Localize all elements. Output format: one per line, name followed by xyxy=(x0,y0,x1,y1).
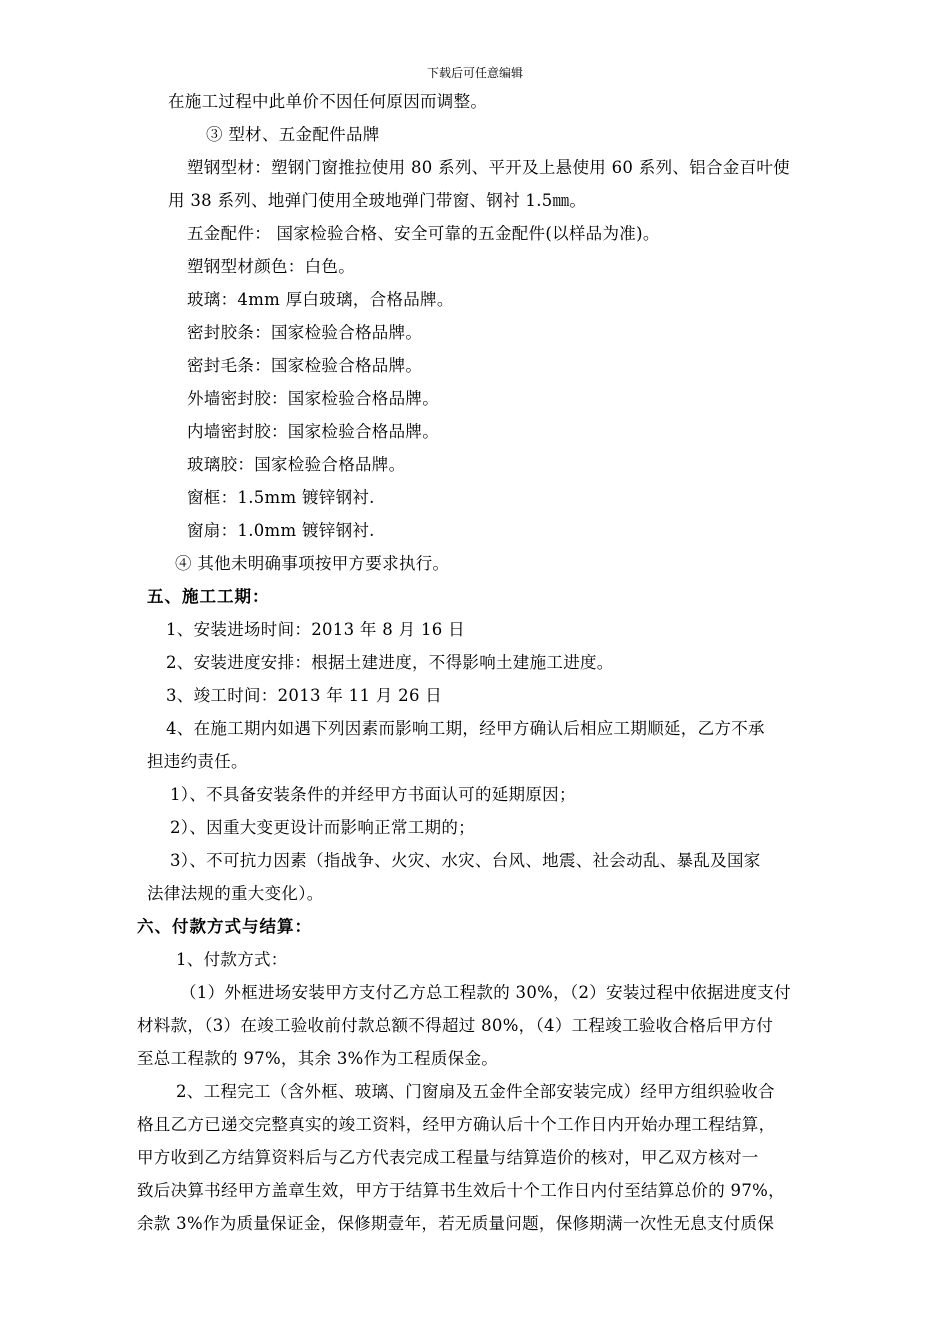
text-line: 甲方收到乙方结算资料后与乙方代表完成工程量与结算造价的核对，甲乙双方核对一 xyxy=(137,1148,759,1167)
text-line: 密封胶条：国家检验合格品牌。 xyxy=(187,323,423,342)
text-line: 至总工程款的 97%，其余 3%作为工程质保金。 xyxy=(137,1049,499,1068)
text-line: 塑钢型材：塑钢门窗推拉使用 80 系列、平开及上悬使用 60 系列、铝合金百叶使 xyxy=(187,158,790,177)
text-line: 法律法规的重大变化）。 xyxy=(147,884,324,903)
text-line: 余款 3%作为质量保证金，保修期壹年，若无质量问题，保修期满一次性无息支付质保 xyxy=(137,1214,775,1233)
text-line: 密封毛条：国家检验合格品牌。 xyxy=(187,356,423,375)
text-line: 1、安装进场时间：2013 年 8 月 16 日 xyxy=(166,620,465,639)
section-heading: ③ 型材、五金配件品牌 xyxy=(206,125,380,144)
text-line: 在施工过程中此单价不因任何原因而调整。 xyxy=(168,92,488,111)
text-line: 窗框：1.5mm 镀锌钢衬. xyxy=(187,488,375,507)
section-heading: 五、施工工期： xyxy=(147,587,270,606)
text-line: 内墙密封胶：国家检验合格品牌。 xyxy=(187,422,439,441)
text-line: 窗扇：1.0mm 镀锌钢衬. xyxy=(187,521,375,540)
text-line: 格且乙方已递交完整真实的竣工资料，经甲方确认后十个工作日内开始办理工程结算， xyxy=(137,1115,776,1134)
section-heading: 六、付款方式与结算： xyxy=(137,917,312,936)
text-line: 五金配件： 国家检验合格、安全可靠的五金配件(以样品为准)。 xyxy=(187,224,660,243)
text-line: 4、在施工期内如遇下列因素而影响工期，经甲方确认后相应工期顺延，乙方不承 xyxy=(166,719,765,738)
text-line: 2、工程完工（含外框、玻璃、门窗扇及五金件全部安装完成）经甲方组织验收合 xyxy=(176,1082,775,1101)
text-line: 玻璃：4mm 厚白玻璃，合格品牌。 xyxy=(187,290,454,309)
text-line: 塑钢型材颜色：白色。 xyxy=(187,257,355,276)
text-line: 外墙密封胶：国家检验合格品牌。 xyxy=(187,389,439,408)
text-line: 3、竣工时间：2013 年 11 月 26 日 xyxy=(166,686,443,705)
text-line: ④ 其他未明确事项按甲方要求执行。 xyxy=(175,554,450,573)
page-header: 下载后可任意编辑 xyxy=(426,66,523,80)
text-line: 1、付款方式： xyxy=(176,950,288,969)
text-line: 3）、不可抗力因素（指战争、火灾、水灾、台风、地震、社会动乱、暴乱及国家 xyxy=(170,851,761,870)
text-line: （1）外框进场安装甲方支付乙方总工程款的 30%，（2）安装过程中依据进度支付 xyxy=(180,983,791,1002)
text-line: 1）、不具备安装条件的并经甲方书面认可的延期原因； xyxy=(170,785,576,804)
text-line: 2）、因重大变更设计而影响正常工期的； xyxy=(170,818,475,837)
text-line: 材料款，（3）在竣工验收前付款总额不得超过 80%，（4）工程竣工验收合格后甲方付 xyxy=(137,1016,774,1035)
text-line: 2、安装进度安排：根据土建进度，不得影响土建施工进度。 xyxy=(166,653,614,672)
text-line: 担违约责任。 xyxy=(147,752,248,771)
text-line: 用 38 系列、地弹门使用全玻地弹门带窗、钢衬 1.5㎜。 xyxy=(168,191,587,210)
text-line: 玻璃胶：国家检验合格品牌。 xyxy=(187,455,406,474)
text-line: 致后决算书经甲方盖章生效，甲方于结算书生效后十个工作日内付至结算总价的 97%， xyxy=(137,1181,785,1200)
